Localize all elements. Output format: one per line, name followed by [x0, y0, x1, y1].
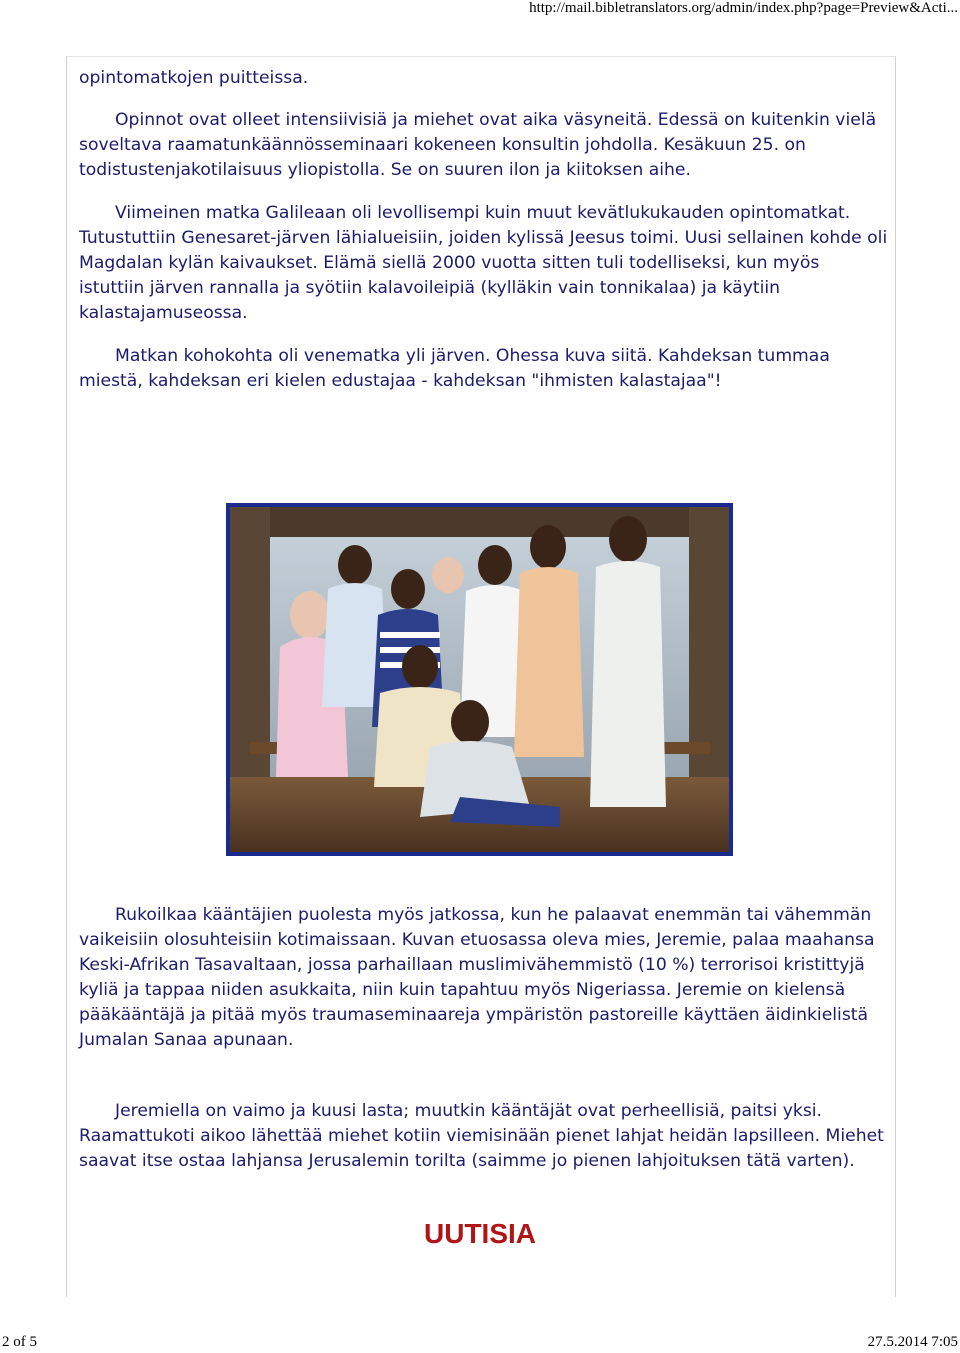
- article-bottom-2: [79, 1099, 889, 1174]
- group-photo-illustration: [230, 507, 729, 852]
- paragraph-5: Jeremiella on vaimo ja kuusi lasta; muutkin kääntäjät ovat perheellisiä, paitsi yksi. Raamattukoti aikoo lähettää miehet kotiin viemisinään pienet lahjat heidän lapsilleen. Miehet saavat itse ostaa lahjansa Jerusalemin torilta (saimme jo pienen lahjoituksen tätä varten).: [79, 1101, 884, 1171]
- news-heading: UUTISIA: [424, 1218, 536, 1249]
- paragraph-0: opintomatkojen puitteissa.: [79, 68, 309, 88]
- article-top: [79, 66, 889, 412]
- paragraph-1: Opinnot ovat olleet intensiivisiä ja miehet ovat aika väsyneitä. Edessä on kuitenkin vielä soveltava raamatunkäännösseminaari kokeneen konsultin johdolla. Kesäkuun 25. on todistustenjakotilaisuus yliopistolla. Se on suuren ilon ja kiitoksen aihe.: [79, 110, 877, 180]
- paragraph-2: Viimeinen matka Galileaan oli levollisempi kuin muut kevätlukukauden opintomatkat. Tutustuttiin Genesaret-järven lähialueisiin, joiden kylissä Jeesus toimi. Uusi sellainen kohde oli Magdalan kylän kaivaukset. Elämä siellä 2000 vuotta sitten tuli todelliseksi, kun myös istuttiin järven rannalla ja syötiin kalavoileipiä (kylläkin vain tonnikalaa) ja käytiin kalastajamuseossa.: [79, 203, 888, 323]
- article-bottom-1: [79, 903, 889, 1053]
- group-photo: [226, 503, 733, 856]
- paragraph-4: Rukoilkaa kääntäjien puolesta myös jatkossa, kun he palaavat enemmän tai vähemmän vaikeisiin olosuhteisiin kotimaissaan. Kuvan etuosassa oleva mies, Jeremie, palaa maahansa Keski-Afrikan Tasavaltaan, jossa parhaillaan muslimivähemmistö (10 %) terrorisoi kristittyjä kyliä ja tappaa niiden asukkaita, niin kuin tapahtuu myös Nigeriassa. Jeremie on kielensä pääkääntäjä ja pitää myös traumaseminaareja ympäristön pastoreille käyttäen äidinkielistä Jumalan Sanaa apunaan.: [79, 905, 875, 1050]
- print-datetime: 27.5.2014 7:05: [867, 1334, 958, 1350]
- browser-url: http://mail.bibletranslators.org/admin/index.php?page=Preview&Acti...: [529, 0, 958, 16]
- paragraph-3: Matkan kohokohta oli venematka yli järven. Ohessa kuva siitä. Kahdeksan tummaa miestä, kahdeksan eri kielen edustajaa - kahdeksan "ihmisten kalastajaa"!: [79, 346, 830, 391]
- page-number: 2 of 5: [2, 1334, 37, 1350]
